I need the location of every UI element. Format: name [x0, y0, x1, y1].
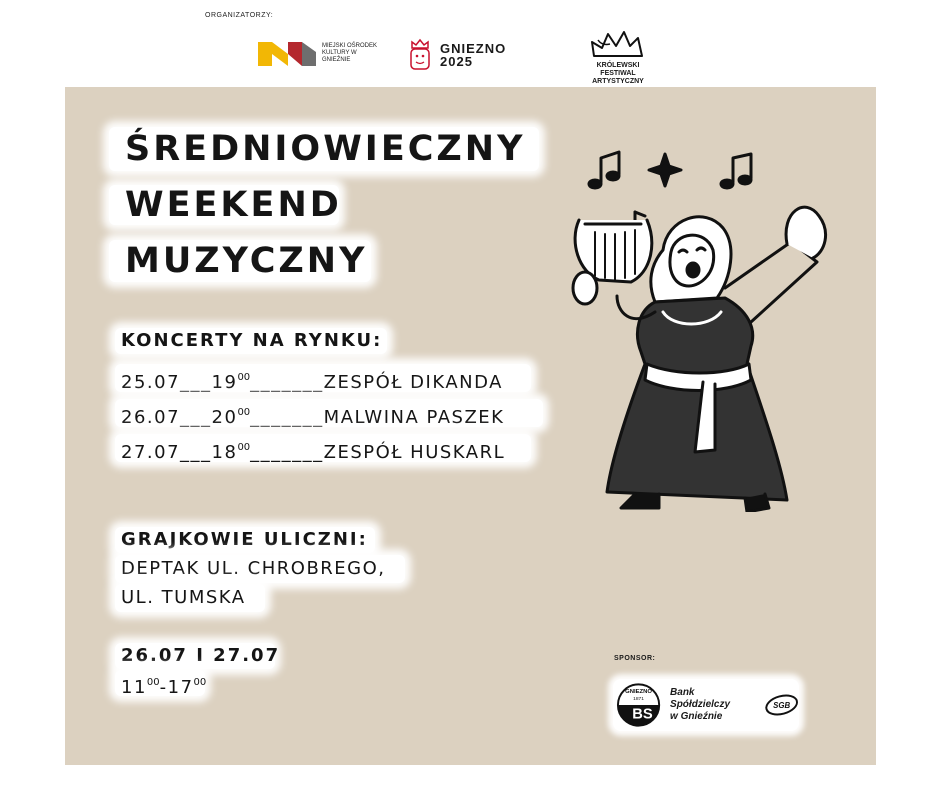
gniezno-logo-text [440, 42, 506, 68]
concert-date: 27.07 [121, 442, 181, 463]
start-hour: 11 [121, 677, 147, 698]
street-heading: GRAJKOWIE ULICZNI: [121, 529, 368, 550]
end-minutes: 00 [193, 677, 207, 688]
emblem-year: 1871 [633, 697, 644, 703]
mok-logo-text: MIEJSKI OŚRODEK KULTURY W GNIEŹNIE [322, 42, 378, 63]
organizers-label: ORGANIZATORZY: [205, 12, 274, 19]
concert-hour: 20 [211, 407, 238, 428]
concert-minutes: 00 [237, 442, 251, 453]
concert-performer: MALWINA PASZEK [323, 407, 505, 428]
bank-emblem-icon [615, 681, 666, 729]
kfa-logo-text: KRÓLEWSKI FESTIWAL ARTYSTYCZNY [592, 62, 644, 85]
bank-name-line-1: Bank Spółdzielczy [670, 687, 731, 710]
concert-row: $25.07\_\_\_19^{00}\_\_\_\_\_\_\_ZESPÓŁ$ DIKANDA [121, 372, 503, 393]
kfa-logo [578, 30, 658, 86]
gniezno-line2: 2025 [440, 54, 473, 69]
gniezno-logo [408, 38, 506, 72]
concert-date: 26.07 [121, 407, 181, 428]
concert-row: $27.07\_\_\_18^{00}\_\_\_\_\_\_\_ZESPÓŁ$ HUSKARL [121, 442, 506, 463]
title-line-2: WEEKEND [125, 185, 342, 225]
concert-date: 25.07 [121, 372, 181, 393]
street-line-1: DEPTAK UL. CHROBREGO, [121, 558, 386, 579]
mok-logo [258, 40, 382, 66]
sponsor-label: SPONSOR: [614, 655, 656, 662]
emblem-text: GNIEZNO [625, 689, 652, 696]
end-hour: 17 [167, 677, 194, 698]
concert-minutes: 00 [237, 407, 251, 418]
start-minutes: 00 [146, 677, 160, 688]
concert-hour: 18 [211, 442, 238, 463]
bank-name-line-2: w Gnieźnie [670, 711, 723, 722]
mok-logo-icon [258, 40, 316, 66]
singer-illustration-icon [555, 132, 845, 512]
gniezno-crown-icon [408, 38, 432, 72]
sgb-text: SGB [772, 700, 790, 710]
sponsor-logo [613, 679, 799, 731]
event-poster [65, 87, 876, 765]
concert-row: $26.07\_\_\_20^{00}\_\_\_\_\_\_\_MALWINA$ PASZEK [121, 407, 505, 428]
sgb-badge-icon [764, 693, 799, 717]
concert-minutes: 00 [237, 372, 251, 383]
street-line-2: UL. TUMSKA [121, 587, 246, 608]
title-line-1: ŚREDNIOWIECZNY [125, 129, 526, 169]
emblem-letters: BS [632, 706, 653, 723]
concert-performer: ZESPÓŁ DIKANDA [323, 372, 503, 393]
concert-performer: ZESPÓŁ HUSKARL [323, 442, 506, 463]
crown-icon [588, 30, 648, 60]
concerts-heading: KONCERTY NA RYNKU: [121, 330, 383, 351]
event-days: 26.07 I 27.07 [121, 645, 281, 666]
event-hours: $11^{00}-17^{00}$ [121, 677, 207, 698]
title-line-3: MUZYCZNY [125, 241, 368, 281]
gniezno-line1: GNIEZNO [440, 41, 507, 56]
concert-hour: 19 [211, 372, 238, 393]
bank-name [670, 687, 756, 723]
